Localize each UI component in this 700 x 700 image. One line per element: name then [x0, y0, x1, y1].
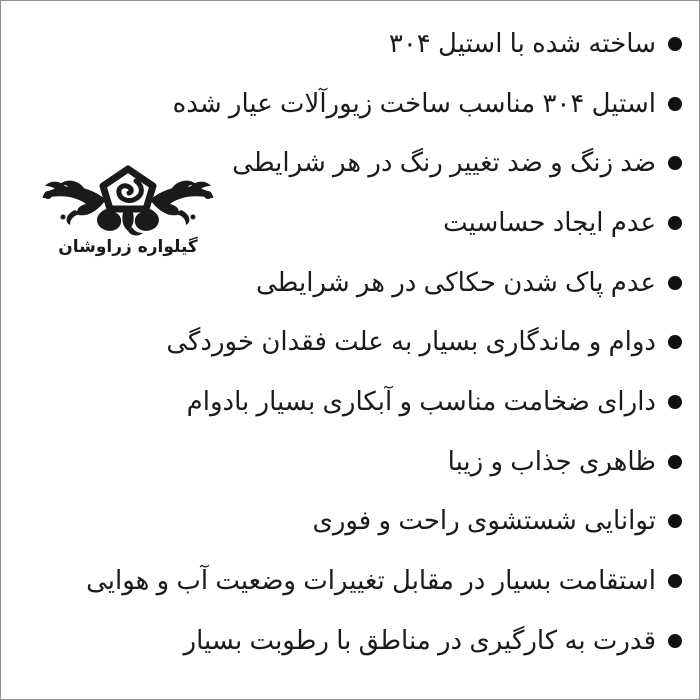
list-item: [7, 611, 682, 671]
bullet-icon: [668, 574, 682, 588]
feature-text: استقامت بسیار در مقابل تغییرات وضعیت آب و هوایی: [86, 566, 656, 597]
list-item: [7, 372, 682, 432]
bullet-icon: [668, 455, 682, 469]
bullet-icon: [668, 634, 682, 648]
feature-text: ساخته شده با استیل ۳۰۴: [388, 28, 656, 59]
list-item: [7, 74, 682, 134]
bullet-icon: [668, 395, 682, 409]
list-item: [7, 14, 682, 74]
bullet-icon: [668, 216, 682, 230]
bullet-icon: [668, 97, 682, 111]
brand-name: گیلواره زراوشان: [58, 237, 198, 257]
bullet-icon: [668, 156, 682, 170]
bullet-icon: [668, 37, 682, 51]
feature-text: ضد زنگ و ضد تغییر رنگ در هر شرایطی: [232, 148, 656, 179]
feature-text: عدم پاک شدن حکاکی در هر شرایطی: [256, 267, 656, 298]
bullet-icon: [668, 514, 682, 528]
brand-logo: [39, 165, 217, 257]
feature-text: ظاهری جذاب و زیبا: [447, 446, 656, 477]
list-item: [7, 492, 682, 552]
feature-text: توانایی شستشوی راحت و فوری: [312, 506, 656, 537]
bullet-icon: [668, 276, 682, 290]
bullet-icon: [668, 335, 682, 349]
list-item: [7, 551, 682, 611]
feature-text: دوام و ماندگاری بسیار به علت فقدان خوردگی: [166, 327, 656, 358]
feature-text: قدرت به کارگیری در مناطق با رطوبت بسیار: [183, 625, 656, 656]
list-item: [7, 432, 682, 492]
list-item: [7, 312, 682, 372]
feature-text: عدم ایجاد حساسیت: [443, 207, 656, 238]
list-item: [7, 253, 682, 313]
feature-list: [7, 14, 682, 671]
logo-ornament-icon: [39, 165, 217, 237]
feature-text: دارای ضخامت مناسب و آبکاری بسیار بادوام: [186, 386, 656, 417]
feature-text: استیل ۳۰۴ مناسب ساخت زیورآلات عیار شده: [172, 88, 656, 119]
